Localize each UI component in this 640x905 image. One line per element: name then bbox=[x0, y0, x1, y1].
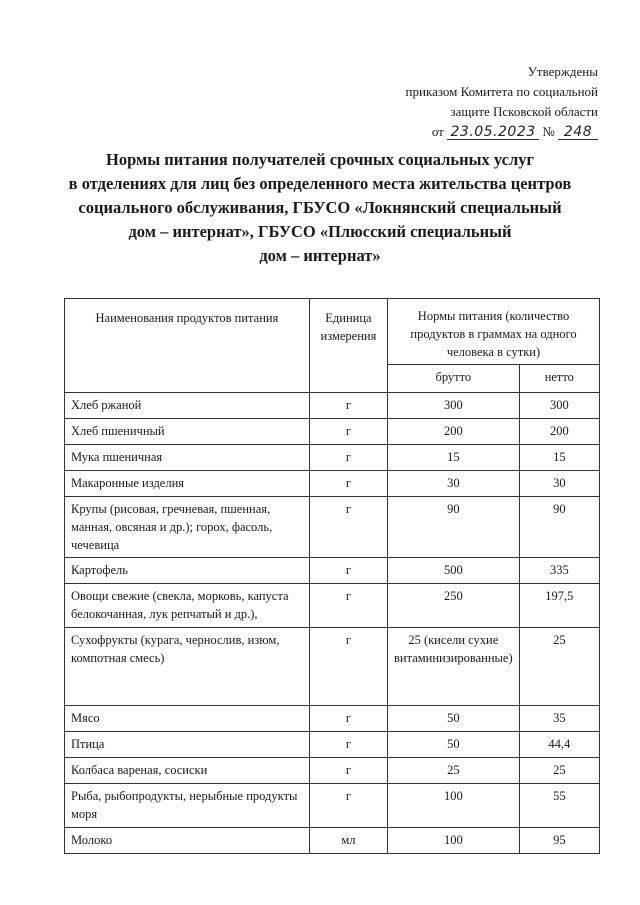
table-row bbox=[65, 419, 600, 445]
table-row bbox=[65, 393, 600, 419]
header-netto: нетто bbox=[519, 365, 599, 393]
brutto-cell: 30 bbox=[388, 471, 520, 497]
number-label: № bbox=[542, 124, 555, 139]
approval-line-3: защите Псковской области bbox=[450, 104, 598, 119]
netto-cell: 90 bbox=[519, 497, 599, 558]
brutto-cell: 15 bbox=[388, 445, 520, 471]
netto-cell: 55 bbox=[519, 784, 599, 828]
title-line-3: социального обслуживания, ГБУСО «Локнянский специальный bbox=[78, 198, 562, 217]
table-row bbox=[65, 584, 600, 628]
header-brutto: брутто bbox=[388, 365, 520, 393]
unit-cell: г bbox=[309, 584, 387, 628]
brutto-cell: 100 bbox=[388, 784, 520, 828]
unit-cell: г bbox=[309, 419, 387, 445]
unit-cell: г bbox=[309, 784, 387, 828]
brutto-cell: 50 bbox=[388, 706, 520, 732]
product-name-cell: Крупы (рисовая, гречневая, пшенная, манная, овсяная и др.); горох, фасоль, чечевица bbox=[65, 497, 310, 558]
header-unit: Единица измерения bbox=[309, 299, 387, 393]
product-name-cell: Птица bbox=[65, 732, 310, 758]
nutrition-norms-table bbox=[64, 298, 600, 854]
brutto-cell: 200 bbox=[388, 419, 520, 445]
product-name-cell: Колбаса вареная, сосиски bbox=[65, 758, 310, 784]
unit-cell: г bbox=[309, 706, 387, 732]
brutto-cell: 100 bbox=[388, 828, 520, 854]
brutto-cell: 300 bbox=[388, 393, 520, 419]
netto-cell: 35 bbox=[519, 706, 599, 732]
title-line-5: дом – интернат» bbox=[259, 246, 381, 265]
product-name-cell: Мука пшеничная bbox=[65, 445, 310, 471]
approval-line-1: Утверждены bbox=[527, 64, 598, 79]
title-line-2: в отделениях для лиц без определенного места жительства центров bbox=[68, 174, 572, 193]
unit-cell: г bbox=[309, 393, 387, 419]
table-row bbox=[65, 706, 600, 732]
table-row bbox=[65, 828, 600, 854]
netto-cell: 300 bbox=[519, 393, 599, 419]
product-name-cell: Молоко bbox=[65, 828, 310, 854]
netto-cell: 25 bbox=[519, 628, 599, 706]
netto-cell: 197,5 bbox=[519, 584, 599, 628]
approval-line-2: приказом Комитета по социальной bbox=[405, 84, 598, 99]
handwritten-number: 248 bbox=[558, 125, 598, 140]
netto-cell: 15 bbox=[519, 445, 599, 471]
table-row bbox=[65, 471, 600, 497]
unit-cell: г bbox=[309, 497, 387, 558]
netto-cell: 25 bbox=[519, 758, 599, 784]
approval-block bbox=[406, 62, 598, 142]
table-row bbox=[65, 558, 600, 584]
unit-cell: г bbox=[309, 732, 387, 758]
table-row bbox=[65, 497, 600, 558]
product-name-cell: Картофель bbox=[65, 558, 310, 584]
brutto-cell: 250 bbox=[388, 584, 520, 628]
title-line-1: Нормы питания получателей срочных социальных услуг bbox=[106, 150, 534, 169]
netto-cell: 30 bbox=[519, 471, 599, 497]
unit-cell: г bbox=[309, 758, 387, 784]
order-date-number bbox=[432, 122, 598, 142]
brutto-cell: 50 bbox=[388, 732, 520, 758]
table-row bbox=[65, 445, 600, 471]
table-row bbox=[65, 784, 600, 828]
brutto-cell: 90 bbox=[388, 497, 520, 558]
table-row bbox=[65, 732, 600, 758]
brutto-cell: 25 (кисели сухие витаминизированные) bbox=[388, 628, 520, 706]
table-row bbox=[65, 628, 600, 706]
product-name-cell: Овощи свежие (свекла, морковь, капуста белокочанная, лук репчатый и др.), bbox=[65, 584, 310, 628]
netto-cell: 200 bbox=[519, 419, 599, 445]
brutto-cell: 25 bbox=[388, 758, 520, 784]
unit-cell: г bbox=[309, 445, 387, 471]
unit-cell: г bbox=[309, 471, 387, 497]
unit-cell: мл bbox=[309, 828, 387, 854]
netto-cell: 335 bbox=[519, 558, 599, 584]
table-row bbox=[65, 758, 600, 784]
product-name-cell: Хлеб ржаной bbox=[65, 393, 310, 419]
handwritten-date: 23.05.2023 bbox=[447, 125, 539, 140]
product-name-cell: Макаронные изделия bbox=[65, 471, 310, 497]
netto-cell: 44,4 bbox=[519, 732, 599, 758]
product-name-cell: Мясо bbox=[65, 706, 310, 732]
header-norms: Нормы питания (количество продуктов в граммах на одного человека в сутки) bbox=[388, 299, 600, 365]
product-name-cell: Хлеб пшеничный bbox=[65, 419, 310, 445]
unit-cell: г bbox=[309, 558, 387, 584]
netto-cell: 95 bbox=[519, 828, 599, 854]
unit-cell: г bbox=[309, 628, 387, 706]
product-name-cell: Рыба, рыбопродукты, нерыбные продукты моря bbox=[65, 784, 310, 828]
product-name-cell: Сухофрукты (курага, чернослив, изюм, компотная смесь) bbox=[65, 628, 310, 706]
document-title bbox=[40, 148, 600, 268]
from-label: от bbox=[431, 124, 444, 139]
title-line-4: дом – интернат», ГБУСО «Плюсский специальный bbox=[128, 222, 512, 241]
header-product-name: Наименования продуктов питания bbox=[65, 299, 310, 393]
brutto-cell: 500 bbox=[388, 558, 520, 584]
